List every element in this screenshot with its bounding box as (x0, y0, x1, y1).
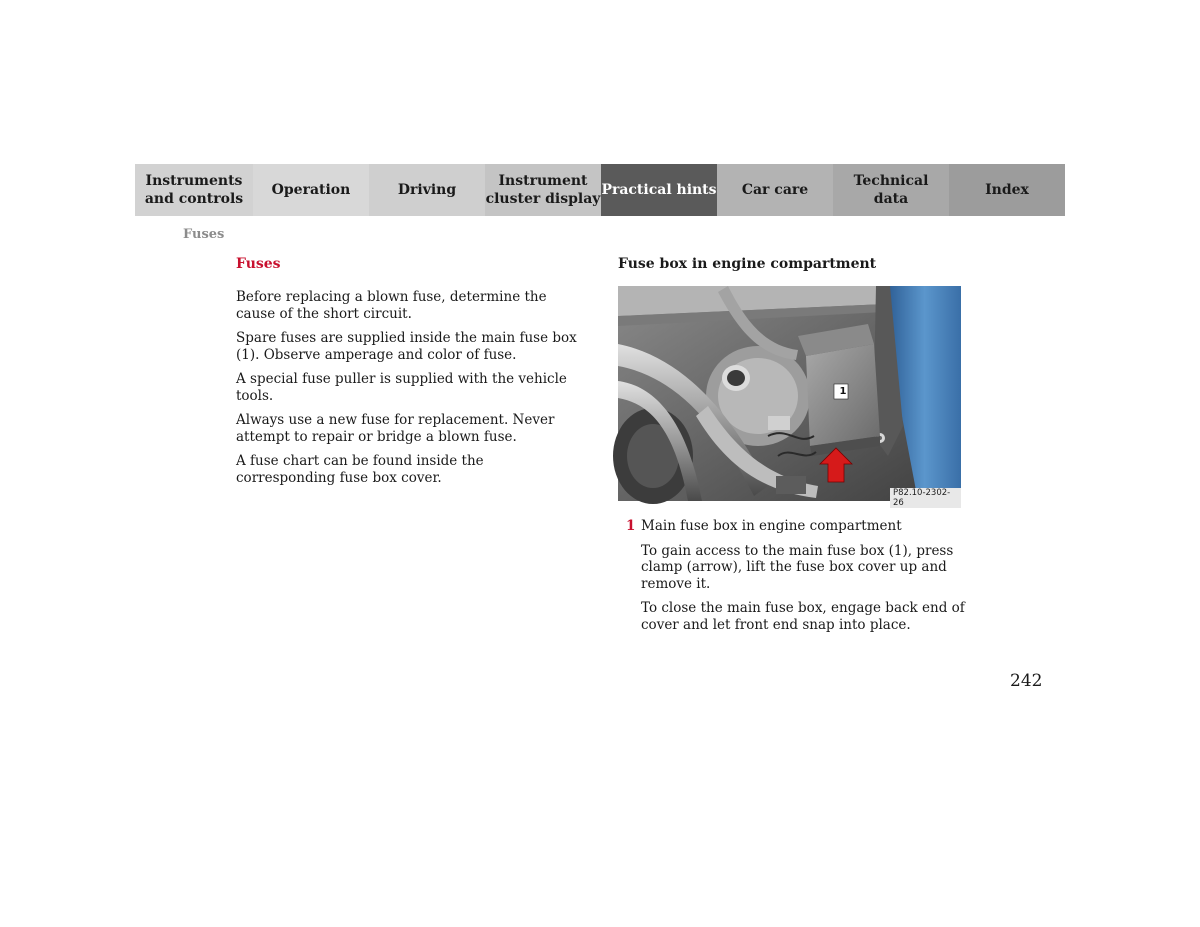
tab-label: Index (985, 182, 1029, 198)
tab-driving[interactable] (369, 164, 485, 216)
engine-compartment-photo (618, 286, 961, 508)
photo-reference-code: P82.10-2302-26 (890, 488, 961, 508)
paragraph-fuse-chart: A fuse chart can be found inside the corresponding fuse box cover. (236, 453, 484, 486)
breadcrumb: Fuses (183, 227, 225, 242)
paragraph-new-fuse: Always use a new fuse for replacement. Never attempt to repair or bridge a blown fuse. (236, 412, 555, 445)
fuse-box-callout: 1 (839, 386, 847, 397)
fuse-box-section (618, 256, 968, 633)
tab-label: Practical hints (601, 182, 717, 198)
legend (618, 518, 968, 633)
tab-technical-data[interactable] (833, 164, 949, 216)
section-title: Fuses (236, 256, 281, 272)
tab-label: Driving (397, 182, 457, 198)
tab-instrument-cluster-display[interactable] (485, 164, 601, 216)
paragraph-spare-fuses: Spare fuses are supplied inside the main fuse box (1). Observe amperage and color of fuse. (236, 330, 577, 363)
figure-title: Fuse box in engine compartment (618, 256, 877, 272)
fuses-section (236, 256, 586, 494)
paragraph-fuse-puller: A special fuse puller is supplied with the vehicle tools. (236, 371, 567, 404)
legend-item (618, 518, 968, 535)
legend-label: Main fuse box in engine compartment (641, 518, 902, 534)
tab-car-care[interactable] (717, 164, 833, 216)
tab-label: Instruments and controls (144, 173, 244, 207)
page-number: 242 (1010, 671, 1043, 691)
tab-label: Technical data (853, 173, 929, 207)
instruction-open: To gain access to the main fuse box (1), press clamp (arrow), lift the fuse box cover up and remove it. (641, 542, 954, 592)
engine-compartment-illustration (618, 286, 961, 501)
paragraph-cause: Before replacing a blown fuse, determine the cause of the short circuit. (236, 289, 547, 322)
tab-label: Operation (271, 182, 351, 198)
tab-practical-hints[interactable] (601, 164, 717, 216)
chapter-tabs (135, 164, 1065, 216)
tab-instruments-and-controls[interactable] (135, 164, 253, 216)
instruction-close: To close the main fuse box, engage back end of cover and let front end snap into place. (641, 600, 965, 633)
tab-label: Car care (741, 182, 809, 198)
tab-index[interactable] (949, 164, 1065, 216)
tab-operation[interactable] (253, 164, 369, 216)
legend-number: 1 (626, 518, 636, 534)
tab-label: Instrument cluster display (485, 173, 601, 207)
